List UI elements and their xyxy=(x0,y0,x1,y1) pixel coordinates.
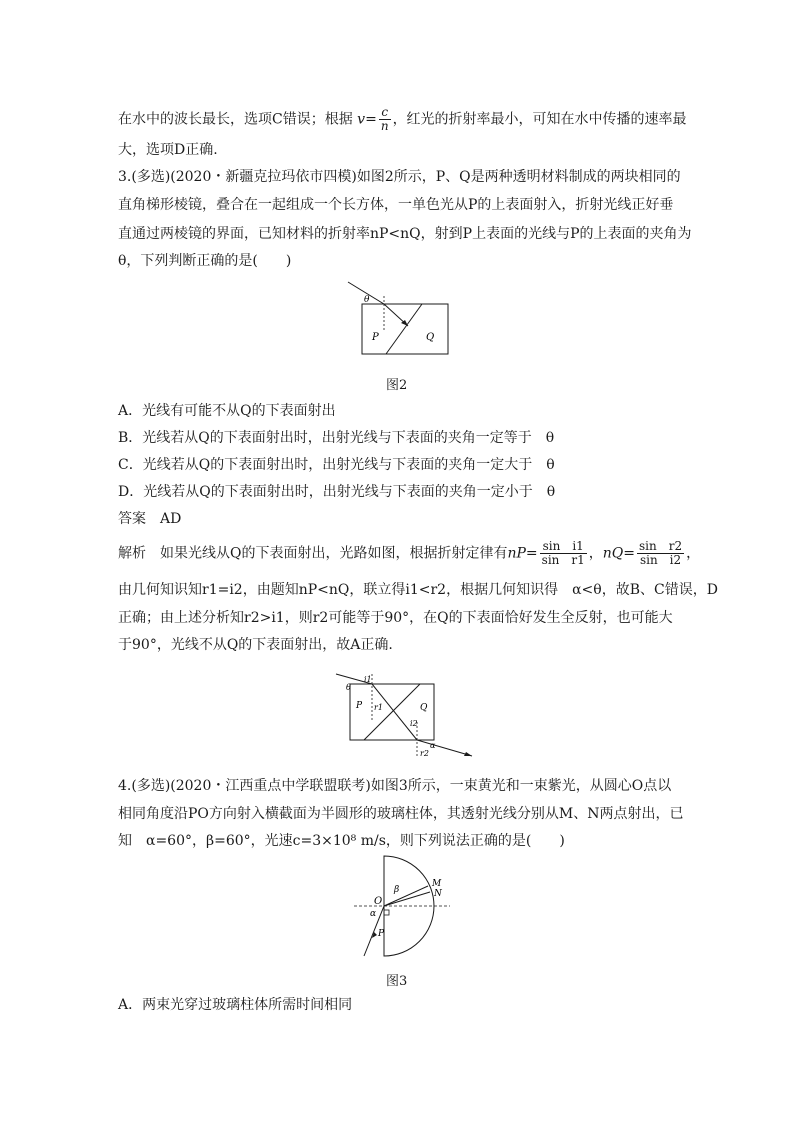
option-a: A．光线有可能不从Q的下表面射出 xyxy=(118,403,336,419)
question-3-line3: 直通过两棱镜的界面，已知材料的折射率nP<nQ，射到P上表面的光线与P的上表面的夹角为 xyxy=(118,226,692,242)
fraction-snell-p: $\frac{\text{sin i1}}{\text{sin r1}}$ xyxy=(541,539,585,567)
option-c: C．光线若从Q的下表面射出时，出射光线与下表面的夹角一定大于 θ xyxy=(118,457,555,473)
label-p: P xyxy=(372,332,379,343)
label-alpha: α xyxy=(370,909,377,919)
explanation-line2: 由几何知识知r1=i2，由题知nP<nQ，联立得i1<r2，根据几何知识得 α<θ，故B、C错误，D xyxy=(118,582,718,598)
right-angle-mark xyxy=(384,910,389,915)
var-v: v xyxy=(357,111,366,128)
text-line: 大，选项D正确. xyxy=(118,142,218,158)
fraction-snell-q: $\frac{\text{sin r2}}{\text{sin i2}}$ xyxy=(639,539,683,567)
label-m: M xyxy=(432,879,442,889)
label-q: Q xyxy=(426,332,435,343)
question-3-line2: 直角梯形棱镜，叠合在一起组成一个长方体，一单色光从P的上表面射入，折射光线正好垂 xyxy=(118,197,674,213)
figure-2-caption: 图2 xyxy=(386,378,408,393)
label-q: Q xyxy=(420,703,428,713)
explanation-line1: 解析 如果光线从Q的下表面射出，光路如图，根据折射定律有nP= $\frac{\text{sin i1}}{\text{sin r1}}$ ，nQ= $\frac{\text{sin r2}}{\text{sin i2}}$ ， xyxy=(118,539,701,567)
prism-interface xyxy=(386,304,422,354)
label-i2: i2 xyxy=(410,719,418,728)
ray-to-m xyxy=(384,886,428,906)
label-o: O xyxy=(374,896,383,907)
figure-light-path-diagram xyxy=(330,662,480,764)
label-beta: β xyxy=(394,885,400,895)
label-p: P xyxy=(378,929,385,939)
figure-3-diagram xyxy=(350,852,460,964)
question-4-line2: 相同角度沿PO方向射入横截面为半圆形的玻璃柱体，其透射光线分别从M、N两点射出，已 xyxy=(118,806,684,822)
answer: 答案 AD xyxy=(118,511,182,527)
text-line: 在水中的波长最长，选项C错误；根据 v= $\frac{c}{n}$ ，红光的折射率最小，可知在水中传播的速率最 xyxy=(118,105,687,133)
figure-3-caption: 图3 xyxy=(386,974,408,989)
question-3-line1: 3.(多选)(2020・新疆克拉玛依市四模)如图2所示，P、Q是两种透明材料制成的两块相同的 xyxy=(118,169,681,185)
label-i1: i1 xyxy=(364,675,372,684)
option-b: B．光线若从Q的下表面射出时，出射光线与下表面的夹角一定等于 θ xyxy=(118,430,555,446)
question-3-line4: θ，下列判断正确的是( ) xyxy=(118,253,292,269)
label-n: N xyxy=(434,889,442,899)
label-p: P xyxy=(356,701,363,711)
option-d: D．光线若从Q的下表面射出时，出射光线与下表面的夹角一定小于 θ xyxy=(118,484,556,500)
fraction-c-over-n: $\frac{c}{n}$ xyxy=(380,105,389,133)
label-theta: θ xyxy=(346,683,351,692)
prism-rectangle xyxy=(362,304,448,354)
label-r2: r2 xyxy=(420,749,429,758)
figure-2-diagram xyxy=(340,278,460,360)
question-4-line3: 知 α=60°，β=60°，光速c=3×10⁸ m/s，则下列说法正确的是( ) xyxy=(118,833,565,849)
question-4-line1: 4.(多选)(2020・江西重点中学联盟联考)如图3所示，一束黄光和一束紫光，从圆心O点以 xyxy=(118,778,672,794)
explanation-line4: 于90°，光线不从Q的下表面射出，故A正确. xyxy=(118,637,393,653)
label-theta: θ xyxy=(364,295,370,305)
internal-ray xyxy=(372,684,417,740)
q4-option-a: A．两束光穿过玻璃柱体所需时间相同 xyxy=(118,997,353,1013)
label-r1: r1 xyxy=(374,703,383,712)
ray-arrow xyxy=(464,752,472,756)
label-alpha: α xyxy=(430,741,436,750)
ray-to-n xyxy=(384,892,430,906)
explanation-line3: 正确；由上述分析知r2>i1，则r2可能等于90°，在Q的下表面恰好发生全反射，也可能大 xyxy=(118,610,673,626)
